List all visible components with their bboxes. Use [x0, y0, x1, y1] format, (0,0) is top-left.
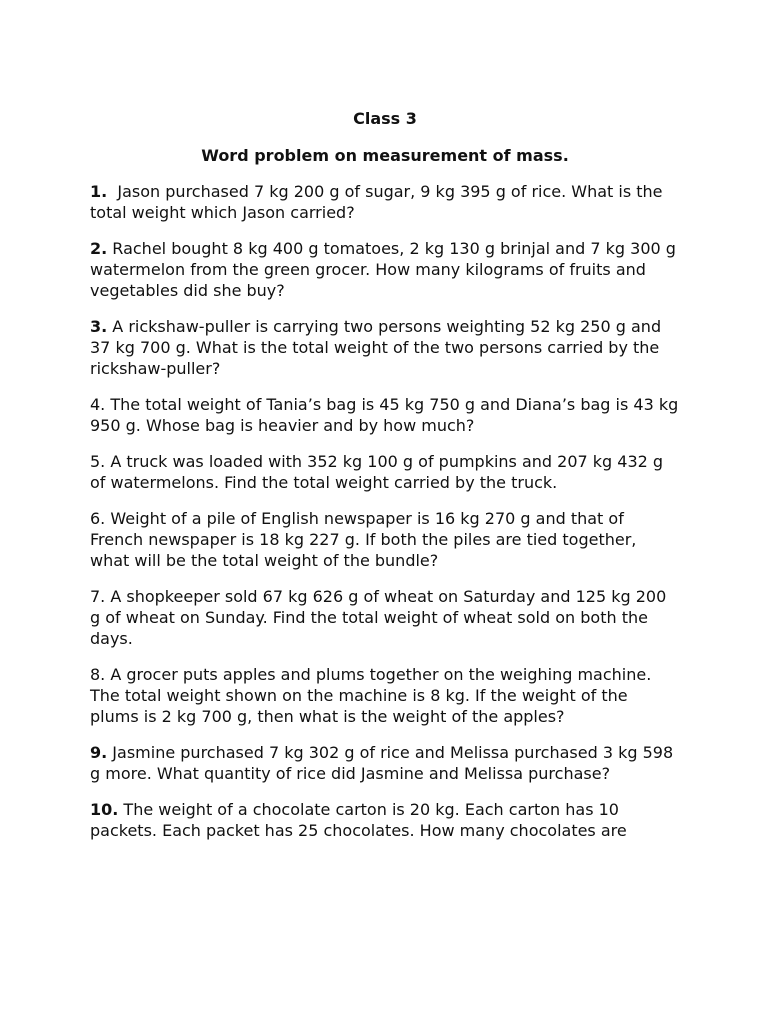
document-page	[90, 108, 680, 841]
question-text: Weight of a pile of English newspaper is 16 kg 270 g and that of French newspaper is 18 kg 227 g. If both the piles are tied together, what will be the total weight of the bundle?	[90, 509, 637, 570]
question-number: 10.	[90, 800, 119, 819]
question-4	[90, 394, 680, 436]
question-number: 2.	[90, 239, 108, 258]
question-text: A rickshaw-puller is carrying two persons weighting 52 kg 250 g and 37 kg 700 g. What is the total weight of the two persons carried by the rickshaw-puller?	[90, 317, 662, 378]
question-number: 1.	[90, 182, 108, 201]
question-text: The total weight of Tania’s bag is 45 kg 750 g and Diana’s bag is 43 kg 950 g. Whose bag is heavier and by how much?	[90, 395, 679, 435]
question-text: Jasmine purchased 7 kg 302 g of rice and Melissa purchased 3 kg 598 g more. What quantity of rice did Jasmine and Melissa purchase?	[90, 743, 674, 783]
question-text: A shopkeeper sold 67 kg 626 g of wheat on Saturday and 125 kg 200 g of wheat on Sunday. Find the total weight of wheat sold on both the days.	[90, 587, 667, 648]
question-7	[90, 586, 680, 649]
question-number: 6.	[90, 509, 106, 528]
question-1	[90, 181, 680, 223]
question-number: 7.	[90, 587, 106, 606]
question-text: Jason purchased 7 kg 200 g of sugar, 9 kg 395 g of rice. What is the total weight which Jason carried?	[90, 182, 668, 222]
question-number: 9.	[90, 743, 108, 762]
question-text: A grocer puts apples and plums together on the weighing machine. The total weight shown on the machine is 8 kg. If the weight of the plums is 2 kg 700 g, then what is the weight of the apples?	[90, 665, 652, 726]
question-number: 8.	[90, 665, 106, 684]
question-text: Rachel bought 8 kg 400 g tomatoes, 2 kg 130 g brinjal and 7 kg 300 g watermelon from the green grocer. How many kilograms of fruits and vegetables did she buy?	[90, 239, 676, 300]
question-8	[90, 664, 680, 727]
question-6	[90, 508, 680, 571]
question-3	[90, 316, 680, 379]
question-2	[90, 238, 680, 301]
question-5	[90, 451, 680, 493]
question-text: The weight of a chocolate carton is 20 kg. Each carton has 10 packets. Each packet has 25 chocolates. How many chocolates are	[90, 800, 627, 840]
question-number: 5.	[90, 452, 106, 471]
question-10	[90, 799, 680, 841]
document-title: Class 3	[353, 109, 417, 128]
question-text: A truck was loaded with 352 kg 100 g of pumpkins and 207 kg 432 g of watermelons. Find the total weight carried by the truck.	[90, 452, 664, 492]
document-subtitle: Word problem on measurement of mass.	[201, 146, 569, 165]
question-9	[90, 742, 680, 784]
question-number: 4.	[90, 395, 106, 414]
question-number: 3.	[90, 317, 108, 336]
